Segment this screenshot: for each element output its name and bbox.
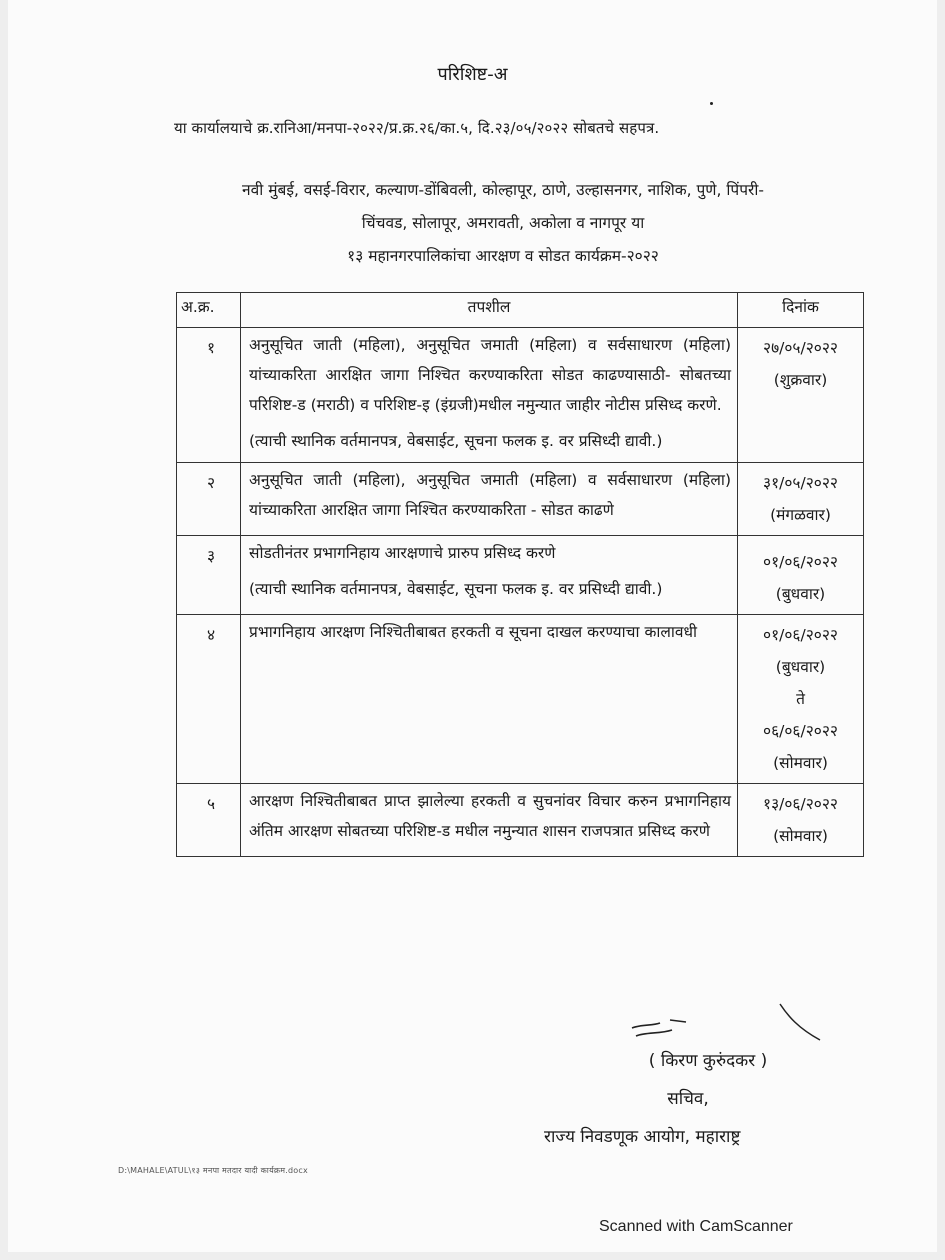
table-row xyxy=(177,328,864,463)
row-date: ०१/०६/२०२२ xyxy=(763,553,838,571)
row-date-cell xyxy=(738,615,864,784)
row-detail-text: प्रभागनिहाय आरक्षण निश्चितीबाबत हरकती व सूचना दाखल करण्याचा कालावधी xyxy=(249,623,698,641)
row-detail-text: अनुसूचित जाती (महिला), अनुसूचित जमाती (महिला) व सर्वसाधारण (महिला) यांच्याकरिता आरक्षित जागा निश्चित करण्याकरिता सोडत काढण्यासाठी- सोबतच्या परिशिष्ट-ड (मराठी) व परिशिष्ट-इ (इंग्रजी)मधील नमुन्यात जाहीर नोटीस प्रसिध्द करणे. xyxy=(249,336,731,414)
row-sr: २ xyxy=(177,463,241,536)
row-day: (सोमवार) xyxy=(773,827,828,845)
row-detail xyxy=(241,615,738,784)
signatory-office: राज्य निवडणूक आयोग, महाराष्ट्र xyxy=(544,1127,741,1147)
row-date-cell xyxy=(738,784,864,857)
row-date: ०१/०६/२०२२ xyxy=(763,626,838,644)
row-date-cell xyxy=(738,328,864,463)
scanner-watermark: Scanned with CamScanner xyxy=(599,1218,793,1235)
programme-title: १३ महानगरपालिकांचा आरक्षण व सोडत कार्यक्रम-२०२२ xyxy=(347,247,659,265)
row-note: (त्याची स्थानिक वर्तमानपत्र, वेबसाईट, सूचना फलक इ. वर प्रसिध्दी द्यावी.) xyxy=(249,580,663,598)
table-header-row xyxy=(177,293,864,328)
file-path-footer: D:\MAHALE\ATUL\१३ मनपा मतदार यादी कार्यक्रम.docx xyxy=(118,1166,308,1175)
signatory-designation: सचिव, xyxy=(667,1089,709,1109)
row-sr: १ xyxy=(177,328,241,463)
cities-heading xyxy=(148,174,858,273)
row-day: (बुधवार) xyxy=(775,585,826,603)
row-date-end: ०६/०६/२०२२ xyxy=(763,722,838,740)
ink-dot xyxy=(710,102,713,105)
signatory-name: ( किरण कुरुंदकर ) xyxy=(648,1051,768,1071)
signature-block xyxy=(538,1042,838,1156)
document-page xyxy=(8,0,937,1252)
header-detail: तपशील xyxy=(241,293,738,328)
row-detail-text: अनुसूचित जाती (महिला), अनुसूचित जमाती (महिला) व सर्वसाधारण (महिला) यांच्याकरिता आरक्षित जागा निश्चित करण्याकरिता - सोडत काढणे xyxy=(249,471,731,519)
row-sr: ४ xyxy=(177,615,241,784)
cities-line-2: चिंचवड, सोलापूर, अमरावती, अकोला व नागपूर या xyxy=(361,214,645,232)
header-date: दिनांक xyxy=(738,293,864,328)
row-note: (त्याची स्थानिक वर्तमानपत्र, वेबसाईट, सूचना फलक इ. वर प्रसिध्दी द्यावी.) xyxy=(249,432,663,450)
row-detail xyxy=(241,536,738,615)
row-sr: ३ xyxy=(177,536,241,615)
row-date-cell xyxy=(738,463,864,536)
row-date: ३१/०५/२०२२ xyxy=(763,474,838,492)
row-detail xyxy=(241,463,738,536)
row-date-cell xyxy=(738,536,864,615)
programme-table xyxy=(176,292,864,857)
row-day-end: (सोमवार) xyxy=(773,754,828,772)
row-detail-text: सोडतीनंतर प्रभागनिहाय आरक्षणाचे प्रारुप प्रसिध्द करणे xyxy=(249,544,556,562)
row-to: ते xyxy=(796,690,805,708)
document-subject: या कार्यालयाचे क्र.रानिआ/मनपा-२०२२/प्र.क्र.२६/का.५, दि.२३/०५/२०२२ सोबतचे सहपत्र. xyxy=(174,119,660,137)
row-date: १३/०६/२०२२ xyxy=(763,795,838,813)
table-row xyxy=(177,615,864,784)
cities-line-1: नवी मुंबई, वसई-विरार, कल्याण-डोंबिवली, कोल्हापूर, ठाणे, उल्हासनगर, नाशिक, पुणे, पिंपरी- xyxy=(242,181,764,199)
table-row xyxy=(177,463,864,536)
row-detail xyxy=(241,784,738,857)
row-day: (मंगळवार) xyxy=(770,506,831,524)
row-day: (बुधवार) xyxy=(775,658,826,676)
table-row xyxy=(177,784,864,857)
document-title: परिशिष्ट-अ xyxy=(437,64,508,85)
table-row xyxy=(177,536,864,615)
row-sr: ५ xyxy=(177,784,241,857)
row-detail-text: आरक्षण निश्चितीबाबत प्राप्त झालेल्या हरकती व सुचनांवर विचार करुन प्रभागनिहाय अंतिम आरक्षण सोबतच्या परिशिष्ट-ड मधील नमुन्यात शासन राजपत्रात प्रसिध्द करणे xyxy=(249,792,731,840)
row-date: २७/०५/२०२२ xyxy=(763,339,838,357)
row-day: (शुक्रवार) xyxy=(773,371,828,389)
header-sr: अ.क्र. xyxy=(177,293,241,328)
row-detail xyxy=(241,328,738,463)
